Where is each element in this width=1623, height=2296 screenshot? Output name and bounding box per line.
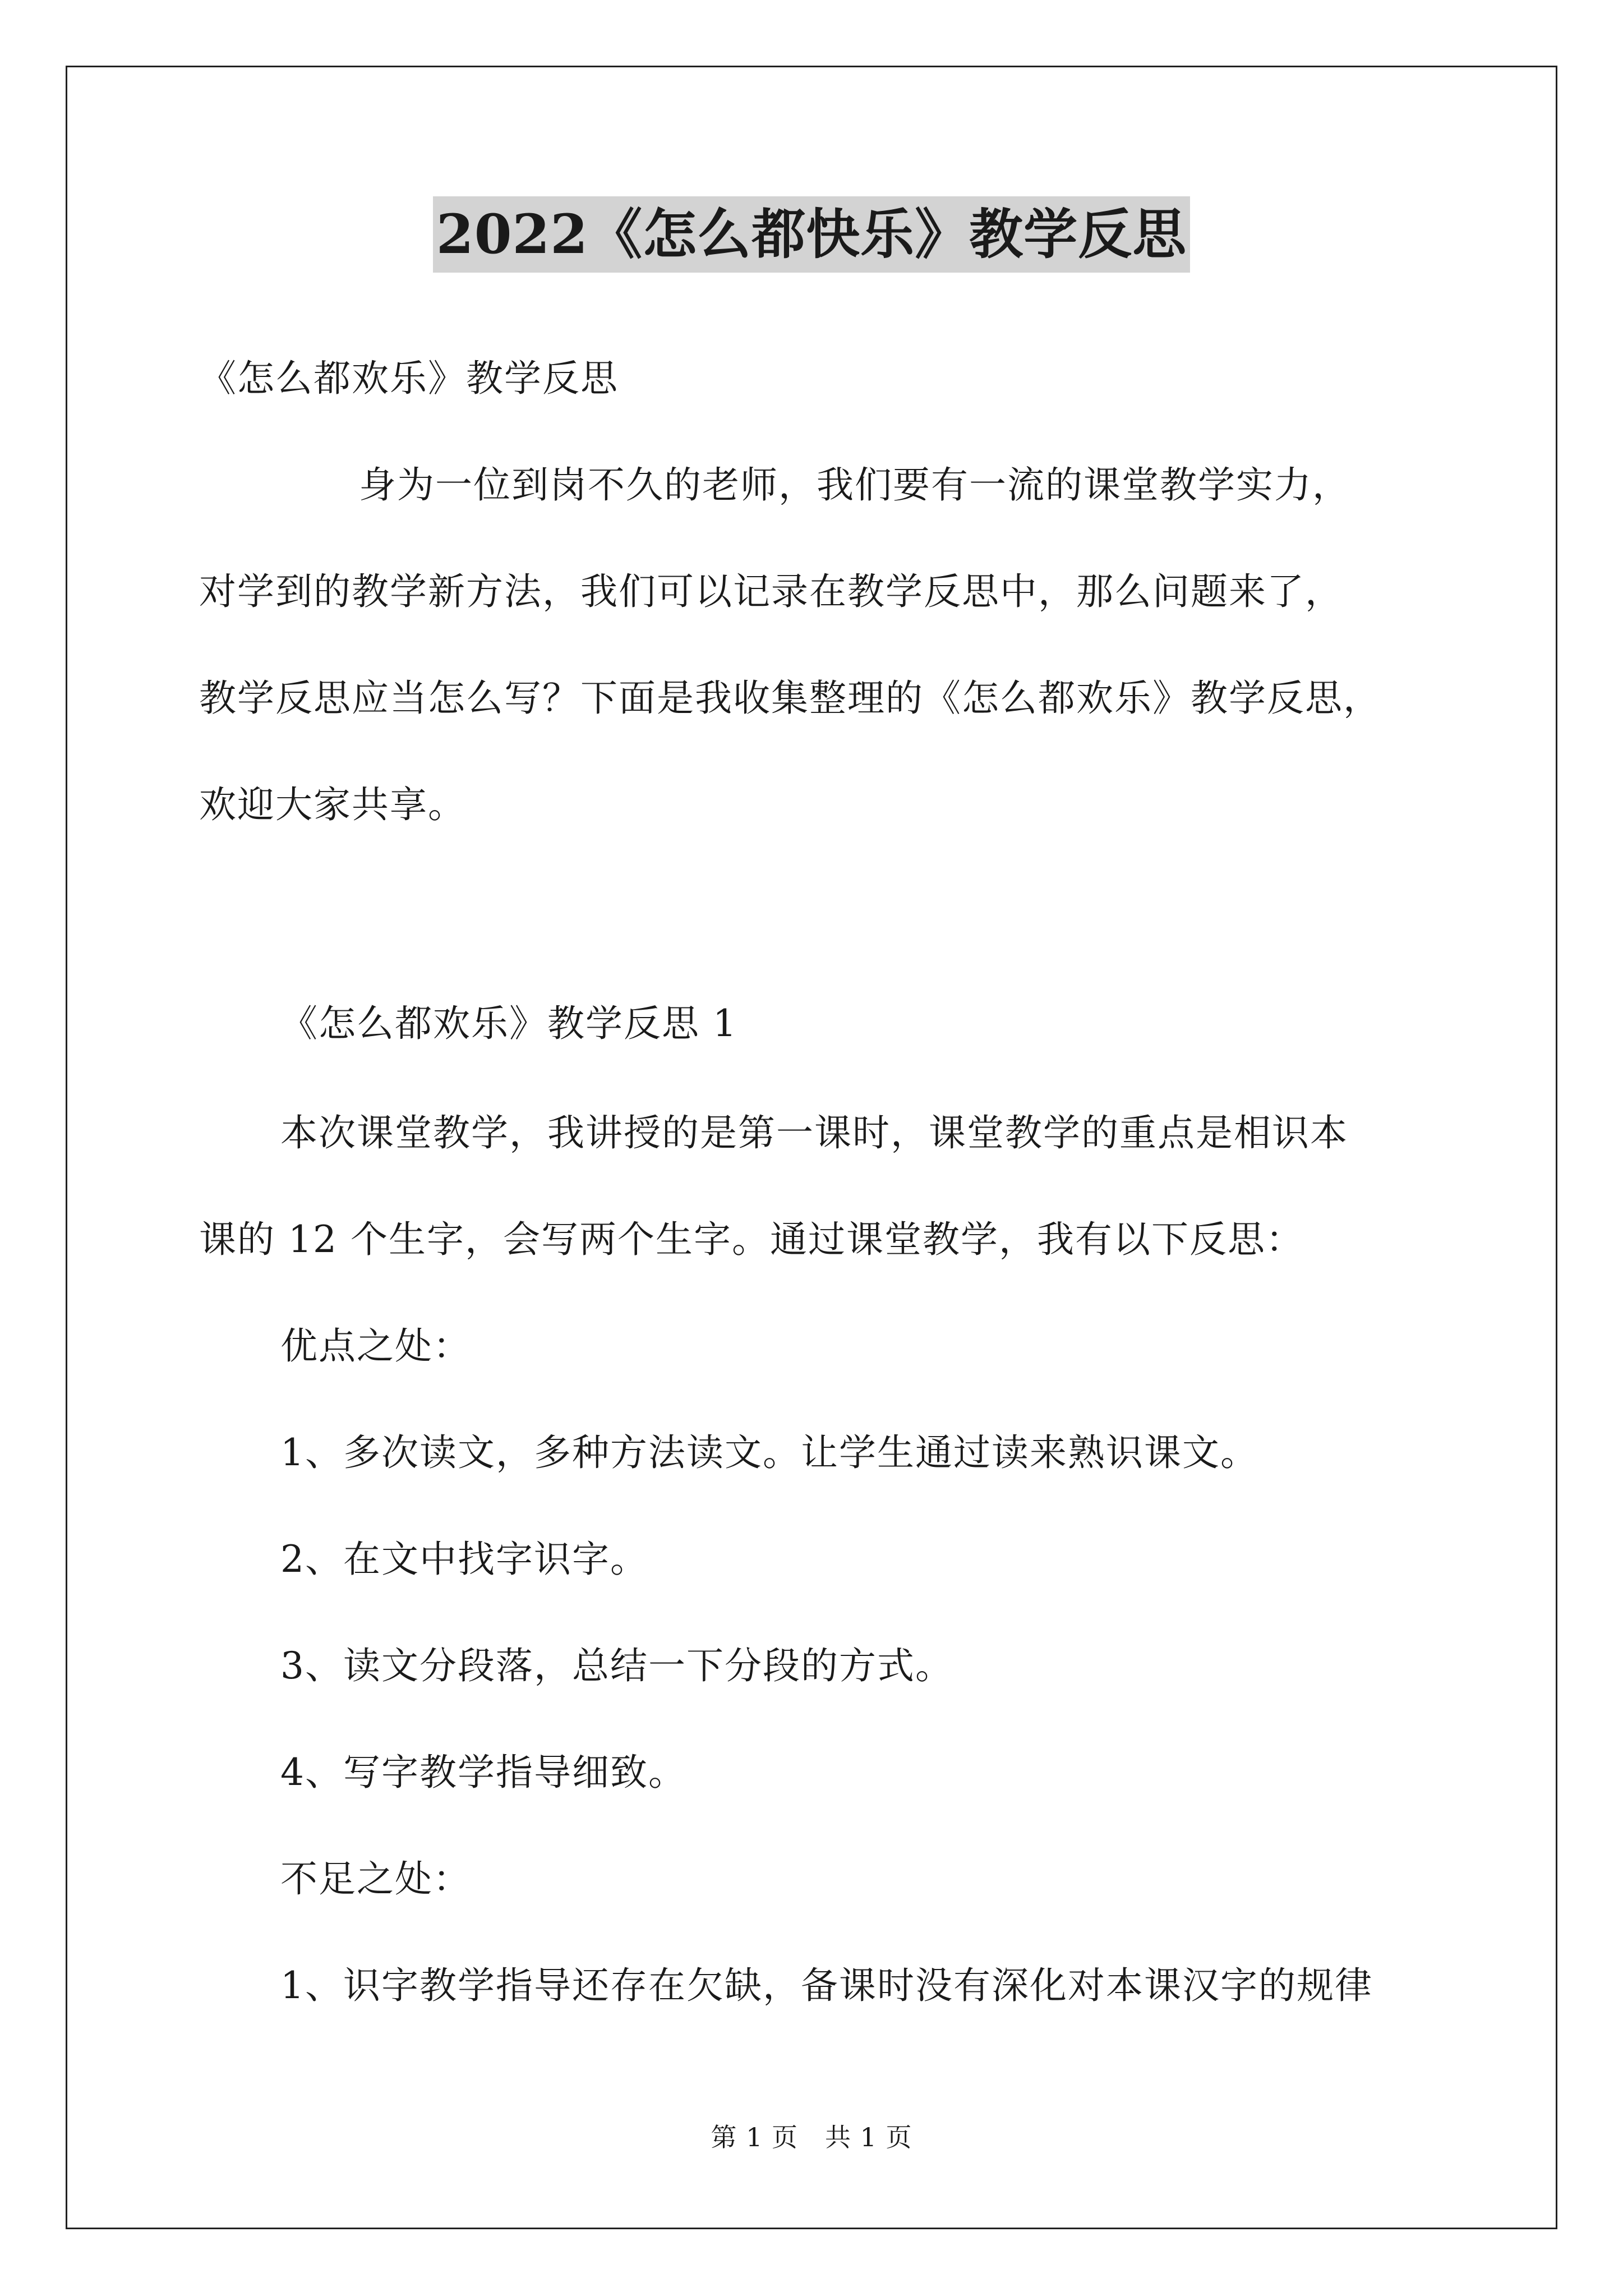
document-subtitle: 《怎么都欢乐》教学反思	[199, 357, 619, 400]
section-line: 本次课堂教学，我讲授的是第一课时，课堂教学的重点是相识本	[280, 1111, 1348, 1154]
title-container	[0, 196, 1623, 273]
list-item: 3、读文分段落，总结一下分段的方式。	[280, 1644, 953, 1687]
page-number: 第 1 页	[711, 2122, 798, 2152]
document-title: 2022《怎么都快乐》教学反思	[433, 196, 1190, 273]
section-line: 不足之处：	[280, 1857, 471, 1901]
intro-line: 教学反思应当怎么写？下面是我收集整理的《怎么都欢乐》教学反思，	[199, 677, 1381, 720]
section-heading: 《怎么都欢乐》教学反思 1	[280, 1002, 737, 1045]
page-footer	[0, 2120, 1623, 2154]
section-line: 优点之处：	[280, 1324, 471, 1368]
intro-line: 欢迎大家共享。	[199, 783, 466, 826]
list-item: 1、识字教学指导还存在欠缺，备课时没有深化对本课汉字的规律	[280, 1964, 1373, 2007]
intro-line: 身为一位到岗不久的老师，我们要有一流的课堂教学实力，	[359, 463, 1350, 507]
page-total: 共 1 页	[825, 2122, 912, 2152]
list-item: 4、写字教学指导细致。	[280, 1751, 686, 1794]
list-item: 1、多次读文，多种方法读文。让学生通过读来熟识课文。	[280, 1431, 1258, 1474]
section-line: 课的 12 个生字，会写两个生字。通过课堂教学，我有以下反思：	[199, 1218, 1304, 1261]
list-item: 2、在文中找字识字。	[280, 1538, 648, 1581]
intro-line: 对学到的教学新方法，我们可以记录在教学反思中，那么问题来了，	[199, 570, 1343, 613]
